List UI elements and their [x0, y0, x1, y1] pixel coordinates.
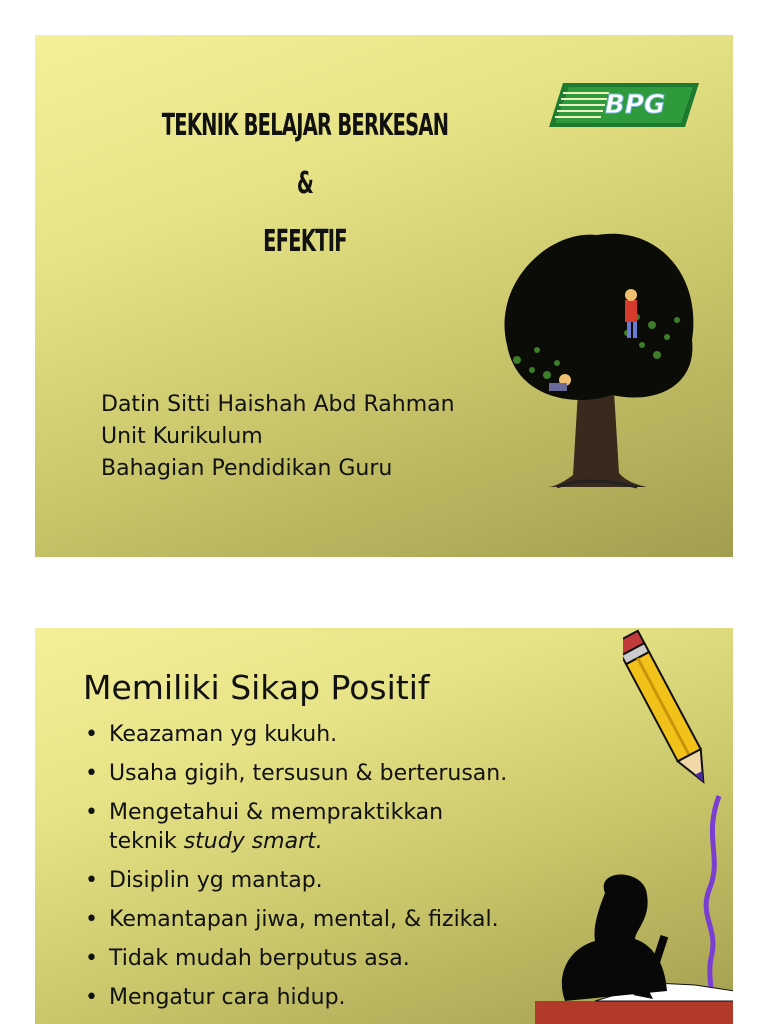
bullet-item: [83, 798, 543, 856]
slide-title: [154, 97, 456, 271]
bullet-item: • Usaha gigih, tersusun & berterusan.: [83, 759, 543, 788]
bullet-text: Mengetahui & mempraktikkan: [109, 800, 444, 825]
author-department: Bahagian Pendidikan Guru: [101, 456, 393, 481]
bullet-text-italic: study smart.: [183, 829, 323, 854]
slide-title-line-2: EFEKTIF: [263, 224, 347, 259]
slide-heading: Memiliki Sikap Positif: [83, 668, 430, 707]
bullet-item: • Tidak mudah berputus asa.: [83, 944, 543, 973]
content-slide: [35, 628, 733, 1024]
author-unit: Unit Kurikulum: [101, 424, 263, 449]
title-slide: [35, 35, 733, 557]
bullet-item: • Disiplin yg mantap.: [83, 866, 543, 895]
author-name: Datin Sitti Haishah Abd Rahman: [101, 392, 455, 417]
slide-title-line-1: TEKNIK BELAJAR BERKESAN &: [161, 108, 449, 201]
bullet-item: • Keazaman yg kukuh.: [83, 720, 543, 749]
bullet-item: • Kemantapan jiwa, mental, & fizikal.: [83, 905, 543, 934]
bpg-logo: [549, 79, 699, 131]
bullet-list: [83, 720, 543, 1022]
author-block: [101, 389, 455, 485]
tree-illustration: [487, 225, 707, 495]
bullet-item: • Mengatur cara hidup.: [83, 983, 543, 1012]
bullet-text-prefix: teknik: [109, 829, 184, 854]
logo-text: BPG: [605, 90, 666, 120]
student-writing-illustration: [535, 873, 733, 1024]
